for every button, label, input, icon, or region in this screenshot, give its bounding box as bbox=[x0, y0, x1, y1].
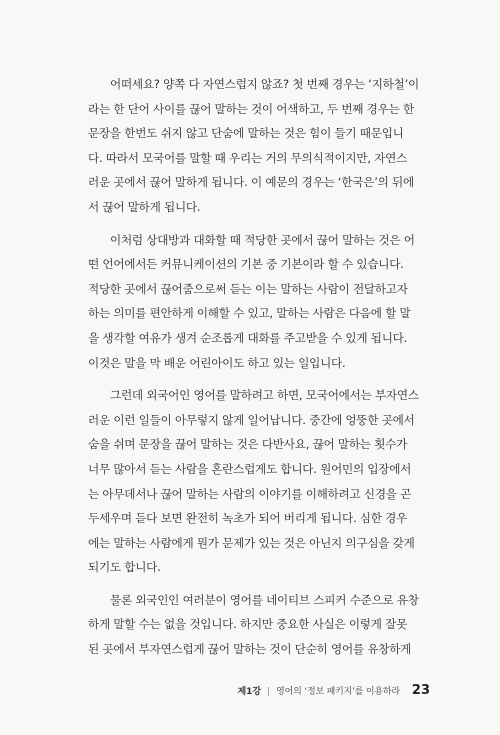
body-text bbox=[88, 72, 428, 670]
text-line: 을 생각할 여유가 생겨 순조롭게 대화를 주고받을 수 있게 됩니다. bbox=[88, 330, 408, 345]
text-line: 두세우며 듣다 보면 완전히 녹초가 되어 버리게 됩니다. 심한 경우 bbox=[88, 511, 408, 526]
text-line: 어떠세요? 양쪽 다 자연스럽지 않죠? 첫 번째 경우는 ‘지하철’이 bbox=[110, 77, 419, 91]
text-line: 된 곳에서 부자연스럽게 끊어 말하는 것이 단순히 영어를 유창하게 bbox=[88, 642, 412, 657]
text-line: 이것은 말을 막 배운 어린아이도 하고 있는 일입니다. bbox=[88, 355, 346, 370]
text-line: 문장을 한번도 쉬지 않고 단숨에 말하는 것은 힘이 들기 때문입니 bbox=[88, 126, 404, 141]
text-line: 너무 많아서 듣는 사람을 혼란스럽게도 합니다. 원어민의 입장에서 bbox=[88, 461, 412, 476]
running-footer bbox=[237, 683, 430, 698]
chapter-label: 제1강 bbox=[237, 687, 262, 697]
text-line: 물론 외국인인 여러분이 영어를 네이티브 스피커 수준으로 유창 bbox=[110, 592, 419, 607]
text-line: 는 아무데서나 끊어 말하는 사람의 이야기를 이해하려고 신경을 곤 bbox=[88, 486, 412, 501]
page-number: 23 bbox=[411, 683, 430, 698]
text-line: 하게 말할 수는 없을 것입니다. 하지만 중요한 사실은 이렇게 잘못 bbox=[88, 617, 408, 632]
text-line: 그런데 외국어인 영어를 말하려고 하면, 모국어에서는 부자연스 bbox=[110, 388, 419, 403]
text-line: 숨을 쉬며 문장을 끊어 말하는 것은 다반사요, 끊어 말하는 횟수가 bbox=[88, 437, 408, 452]
text-line: 되기도 합니다. bbox=[88, 560, 161, 575]
text-line: 적당한 곳에서 끊어줌으로써 듣는 이는 말하는 사람이 전달하고자 bbox=[88, 281, 408, 296]
text-line: 다. 따라서 모국어를 말할 때 우리는 거의 무의식적이지만, 자연스 bbox=[88, 150, 408, 165]
paragraph bbox=[88, 72, 428, 220]
text-line: 이처럼 상대방과 대화할 때 적당한 곳에서 끊어 말하는 것은 어 bbox=[110, 232, 415, 247]
paragraph bbox=[88, 383, 428, 580]
text-line: 떤 언어에서든 커뮤니케이션의 기본 중 기본이라 할 수 있습니다. bbox=[88, 257, 404, 272]
text-line: 에는 말하는 사람에게 뭔가 문제가 있는 것은 아닌지 의구심을 갖게 bbox=[88, 535, 415, 550]
footer-separator: | bbox=[267, 687, 271, 697]
chapter-title: 영어의 ‘정보 패키지’를 이용하라 bbox=[276, 687, 400, 697]
text-line: 서 끊어 말하게 됩니다. bbox=[88, 199, 201, 214]
paragraph bbox=[88, 228, 428, 376]
text-line: 라는 한 단어 사이를 끊어 말하는 것이 어색하고, 두 번째 경우는 한 bbox=[88, 101, 414, 116]
text-line: 하는 의미를 편안하게 이해할 수 있고, 말하는 사람은 다음에 할 말 bbox=[88, 306, 411, 321]
paragraph bbox=[88, 588, 428, 662]
text-line: 러운 이런 일들이 아무렇지 않게 일어납니다. 중간에 엉뚱한 곳에서 bbox=[88, 412, 415, 427]
text-line: 러운 곳에서 끊어 말하게 됩니다. 이 예문의 경우는 ‘한국은’의 뒤에 bbox=[88, 175, 414, 190]
